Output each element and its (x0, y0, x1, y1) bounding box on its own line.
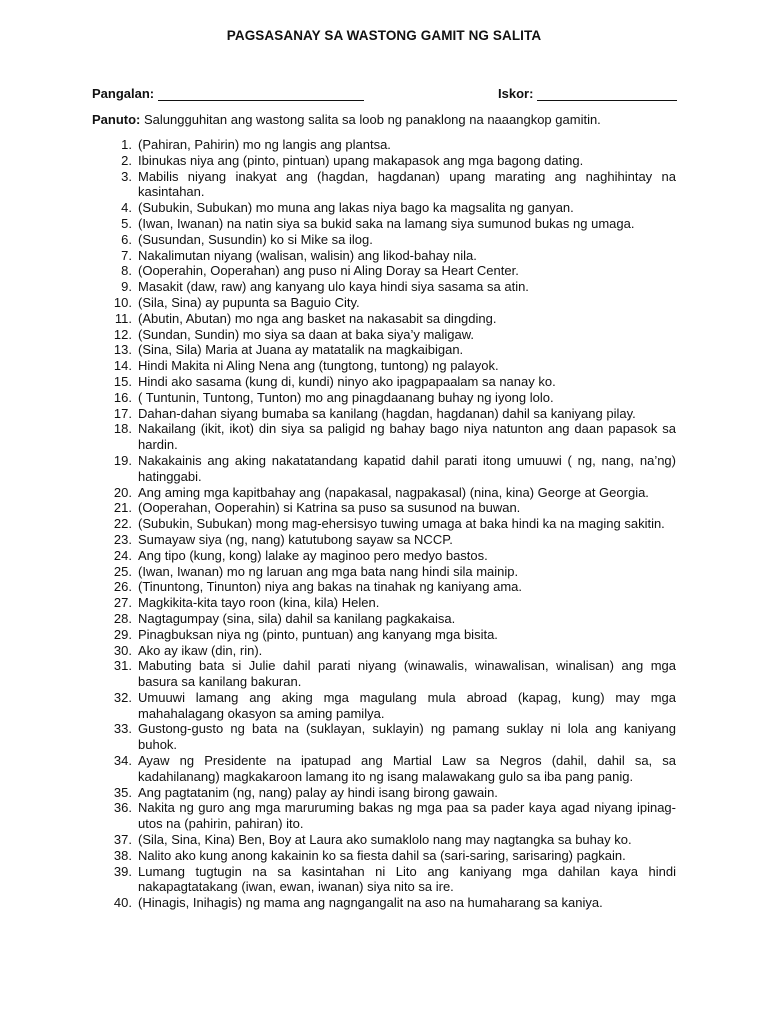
item-number: 26. (113, 579, 132, 595)
instructions (92, 112, 676, 127)
item-number: 24. (113, 547, 132, 563)
list-item (92, 137, 676, 153)
list-item (92, 848, 676, 864)
item-number: 36. (113, 800, 132, 816)
item-text: (Tinuntong, Tinunton) niya ang bakas na tinahak ng kaniyang ama. (138, 579, 522, 595)
item-text: (Sila, Sina, Kina) Ben, Boy at Laura ako sumaklolo nang may nagtangka sa buhay ko. (138, 832, 632, 848)
item-text: Nakita ng guro ang mga maruruming bakas ng mga paa sa pader kaya agad niyang ipinag-utos na (pahirin, pahiran) ito. (138, 800, 676, 832)
list-item (92, 532, 676, 548)
list-item (92, 327, 676, 343)
list-item (92, 548, 676, 564)
item-number: 28. (113, 610, 132, 626)
item-number: 16. (113, 389, 132, 405)
item-text: (Hinagis, Inihagis) ng mama ang nagngangalit na aso na humaharang sa kaniya. (138, 895, 603, 911)
item-number: 3. (121, 168, 132, 184)
item-number: 33. (113, 721, 132, 737)
list-item (92, 342, 676, 358)
list-item (92, 390, 676, 406)
item-number: 2. (121, 152, 132, 168)
item-text: (Ooperahin, Ooperahan) ang puso ni Aling Doray sa Heart Center. (138, 263, 519, 279)
item-text: Umuuwi lamang ang aking mga magulang mula abroad (kapag, kung) may mga mahahalagang okasyon sa aming pamilya. (138, 689, 676, 721)
item-number: 4. (121, 200, 132, 216)
list-item (92, 279, 676, 295)
list-item (92, 153, 676, 169)
list-item (92, 216, 676, 232)
item-text: Nakalimutan niyang (walisan, walisin) ang likod-bahay nila. (138, 247, 477, 263)
item-text: (Sila, Sina) ay pupunta sa Baguio City. (138, 294, 360, 310)
item-text: Hindi Makita ni Aling Nena ang (tungtong, tuntong) ng palayok. (138, 358, 499, 374)
item-text: ( Tuntunin, Tuntong, Tunton) mo ang pinagdaanang buhay ng iyong lolo. (138, 389, 554, 405)
list-item (92, 785, 676, 801)
item-text: Gustong-gusto ng bata na (suklayan, suklayin) ng pamang suklay ni lola ang kaniyang buhok. (138, 721, 676, 753)
instructions-label: Panuto: (92, 112, 141, 127)
item-number: 30. (113, 642, 132, 658)
page-title: PAGSASANAY SA WASTONG GAMIT NG SALITA (226, 28, 542, 43)
list-item (92, 658, 676, 690)
item-text: Hindi ako sasama (kung di, kundi) ninyo ako ipagpapaalam sa nanay ko. (138, 373, 556, 389)
item-number: 18. (113, 421, 132, 437)
item-text: (Sina, Sila) Maria at Juana ay matatalik na magkaibigan. (138, 342, 464, 358)
item-number: 9. (121, 279, 132, 295)
list-item (92, 453, 676, 485)
item-number: 12. (113, 326, 132, 342)
item-number: 34. (113, 753, 132, 769)
list-item (92, 516, 676, 532)
list-item (92, 753, 676, 785)
item-text: (Subukin, Subukan) mong mag-ehersisyo tuwing umaga at baka hindi ka na maging sakitin. (138, 516, 665, 532)
item-text: Pinagbuksan niya ng (pinto, puntuan) ang kanyang mga bisita. (138, 626, 498, 642)
item-text: (Abutin, Abutan) mo nga ang basket na nakasabit sa dingding. (138, 310, 497, 326)
name-field (92, 86, 364, 101)
list-item (92, 169, 676, 201)
item-number: 17. (113, 405, 132, 421)
list-item (92, 374, 676, 390)
instructions-text: Salungguhitan ang wastong salita sa loob ng panaklong na naaangkop gamitin. (140, 112, 601, 127)
item-text: Ang aming mga kapitbahay ang (napakasal, nagpakasal) (nina, kina) George at Georgia. (138, 484, 649, 500)
item-number: 31. (113, 658, 132, 674)
item-text: Ang tipo (kung, kong) lalake ay maginoo pero medyo bastos. (138, 547, 488, 563)
item-text: Nakakainis ang aking nakatatandang kapatid dahil parati itong umuuwi ( ng, nang, na’ng) hatinggabi. (138, 452, 676, 484)
item-text: (Sundan, Sundin) mo siya sa daan at baka siya’y maligaw. (138, 326, 475, 342)
list-item (92, 864, 676, 896)
name-blank-line (158, 86, 364, 101)
item-number: 8. (121, 263, 132, 279)
list-item (92, 358, 676, 374)
item-number: 14. (113, 358, 132, 374)
item-number: 38. (113, 847, 132, 863)
item-text: Nakailang (ikit, ikot) din siya sa paligid ng bahay bago niya natunton ang daan papasok sa hardin. (138, 421, 676, 453)
list-item (92, 232, 676, 248)
item-number: 20. (113, 484, 132, 500)
item-number: 5. (121, 215, 132, 231)
item-number: 35. (113, 784, 132, 800)
item-text: Ako ay ikaw (din, rin). (138, 642, 263, 658)
item-text: Sumayaw siya (ng, nang) katutubong sayaw sa NCCP. (138, 531, 453, 547)
item-text: (Iwan, Iwanan) na natin siya sa bukid saka na lamang siya sumunod bukas ng umaga. (138, 215, 635, 231)
list-item (92, 611, 676, 627)
item-text: Nagtagumpay (sina, sila) dahil sa kanilang pagkakaisa. (138, 610, 456, 626)
list-item (92, 248, 676, 264)
exercise-list (92, 137, 676, 911)
item-text: Magkikita-kita tayo roon (kina, kila) Helen. (138, 595, 380, 611)
item-text: (Ooperahan, Ooperahin) si Katrina sa puso sa susunod na buwan. (138, 500, 521, 516)
item-number: 21. (113, 500, 132, 516)
item-number: 39. (113, 863, 132, 879)
item-text: Dahan-dahan siyang bumaba sa kanilang (hagdan, hagdanan) dahil sa kaniyang pilay. (138, 405, 636, 421)
score-field (498, 86, 677, 101)
item-text: Mabuting bata si Julie dahil parati niyang (winawalis, winawalisan, winalisan) ang mga basura sa kanilang bakuran. (138, 658, 676, 690)
item-number: 15. (113, 373, 132, 389)
item-number: 23. (113, 531, 132, 547)
score-blank-line (537, 86, 677, 101)
item-text: Ayaw ng Presidente na ipatupad ang Martial Law sa Negros (dahil, dahil sa, sa kadahilanang) magkakaroon lamang ito ng isang malawakang gulo sa iba pang panig. (138, 753, 676, 784)
list-item (92, 485, 676, 501)
list-item (92, 579, 676, 595)
list-item (92, 564, 676, 580)
list-item (92, 895, 676, 911)
item-text: (Iwan, Iwanan) mo ng laruan ang mga bata nang hindi sila mainip. (138, 563, 519, 579)
list-item (92, 721, 676, 753)
item-number: 37. (113, 832, 132, 848)
student-fields (92, 86, 676, 106)
list-item (92, 200, 676, 216)
list-item (92, 421, 676, 453)
item-number: 27. (113, 595, 132, 611)
item-number: 29. (113, 626, 132, 642)
item-text: (Susundan, Susundin) ko si Mike sa ilog. (138, 231, 373, 247)
item-text: Mabilis niyang inakyat ang (hagdan, hagdanan) upang marating ang naghihintay na kasintahan. (138, 168, 676, 200)
item-text: Lumang tugtugin na sa kasintahan ni Lito ang kaniyang mga dahilan kaya hindi nakapagtatakang (iwan, ewan, iwanan) siya nito sa ire. (138, 863, 676, 895)
item-text: Masakit (daw, raw) ang kanyang ulo kaya hindi siya sasama sa atin. (138, 279, 529, 295)
list-item (92, 311, 676, 327)
item-number: 32. (113, 689, 132, 705)
item-text: (Subukin, Subukan) mo muna ang lakas niya bago ka magsalita ng ganyan. (138, 200, 574, 216)
item-number: 7. (121, 247, 132, 263)
item-number: 10. (113, 294, 132, 310)
list-item (92, 263, 676, 279)
item-number: 13. (113, 342, 132, 358)
list-item (92, 800, 676, 832)
item-number: 11. (114, 310, 132, 326)
list-item (92, 832, 676, 848)
item-number: 25. (113, 563, 132, 579)
item-text: (Pahiran, Pahirin) mo ng langis ang plantsa. (138, 137, 391, 152)
item-number: 19. (113, 452, 132, 468)
list-item (92, 643, 676, 659)
item-text: Ibinukas niya ang (pinto, pintuan) upang makapasok ang mga bagong dating. (138, 152, 584, 168)
item-number: 1. (121, 137, 132, 152)
list-item (92, 406, 676, 422)
list-item (92, 500, 676, 516)
item-text: Ang pagtatanim (ng, nang) palay ay hindi isang birong gawain. (138, 784, 498, 800)
name-label: Pangalan: (92, 86, 155, 101)
list-item (92, 627, 676, 643)
item-text: Nalito ako kung anong kakainin ko sa fiesta dahil sa (sari-saring, sarisaring) pagkain. (138, 847, 626, 863)
item-number: 40. (113, 895, 132, 911)
item-number: 22. (113, 516, 132, 532)
score-label: Iskor: (498, 86, 534, 101)
item-number: 6. (121, 231, 132, 247)
list-item (92, 595, 676, 611)
list-item (92, 690, 676, 722)
list-item (92, 295, 676, 311)
